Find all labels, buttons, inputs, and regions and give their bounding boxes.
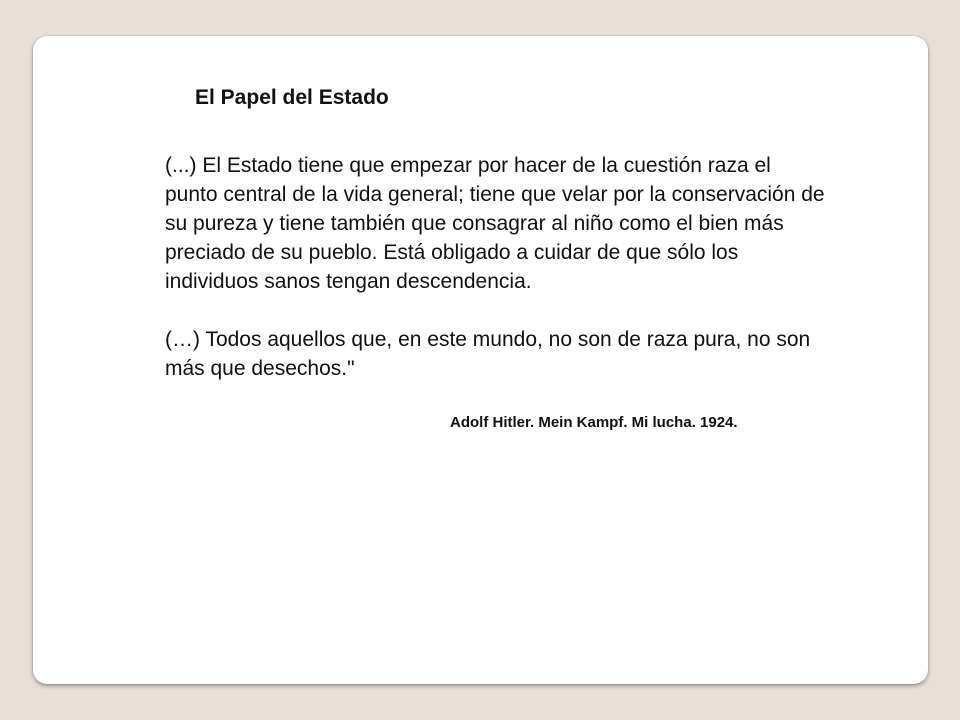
slide-card xyxy=(33,36,928,684)
quote-paragraph-2: (…) Todos aquellos que, en este mundo, no son de raza pura, no son más que desechos." xyxy=(165,328,811,380)
quote-paragraph-1: (...) El Estado tiene que empezar por hacer de la cuestión raza el punto central de la vida general; tiene que velar por la conservación de su pureza y tiene también que consagrar al niño como el bien más preciado de su pueblo. Está obligado a cuidar de que sólo los individuos sanos tengan descendencia. xyxy=(165,154,825,293)
slide-title: El Papel del Estado xyxy=(195,86,389,109)
quote-block xyxy=(165,151,825,383)
quote-citation: Adolf Hitler. Mein Kampf. Mi lucha. 1924. xyxy=(450,414,738,431)
